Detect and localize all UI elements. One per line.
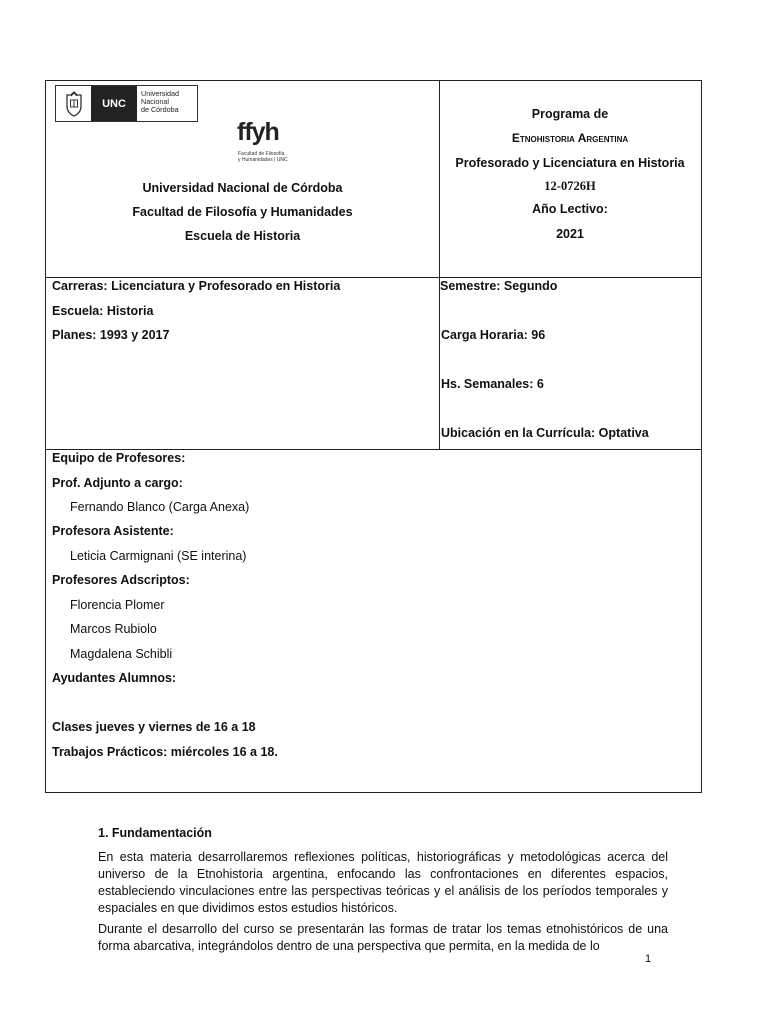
paragraph: Durante el desarrollo del curso se presentarán las formas de tratar los temas etnohistóricos de una forma abarcativa, integrándolos dentro de una perspectiva que permita, en la medida de lo xyxy=(98,922,668,953)
unc-logo xyxy=(55,85,198,122)
ffyh-logo-subtitle: Facultad de Filosofía y Humanidades | UNC xyxy=(238,151,288,163)
semestre: Semestre: Segundo xyxy=(440,279,558,293)
year-value: 2021 xyxy=(556,227,584,241)
unc-abbr: UNC xyxy=(91,86,137,121)
faculty-name: Facultad de Filosofía y Humanidades xyxy=(132,205,353,219)
adscriptos-label: Profesores Adscriptos: xyxy=(52,573,190,587)
degree-title: Profesorado y Licenciatura en Historia xyxy=(455,156,685,170)
asistente-label: Profesora Asistente: xyxy=(52,524,174,538)
team-title: Equipo de Profesores: xyxy=(52,451,186,465)
class-schedule: Clases jueves y viernes de 16 a 18 xyxy=(52,720,256,734)
adjunto-label: Prof. Adjunto a cargo: xyxy=(52,476,183,490)
carreras: Carreras: Licenciatura y Profesorado en Historia xyxy=(52,279,341,293)
ffyh-logo: ffyh xyxy=(237,118,279,146)
unc-name: Universidad Nacional de Córdoba xyxy=(141,89,179,114)
school-name: Escuela de Historia xyxy=(184,229,301,243)
university-name: Universidad Nacional de Córdoba xyxy=(142,181,343,195)
adscripto-item: Marcos Rubiolo xyxy=(70,622,157,636)
course-code: 12-0726H xyxy=(544,179,596,193)
carga-horaria: Carga Horaria: 96 xyxy=(441,328,546,342)
escuela: Escuela: Historia xyxy=(52,304,154,318)
paragraph: En esta materia desarrollaremos reflexiones políticas, historiográficas y metodológicas acerca del universo de la Etnohistoria argentina, enfocando las confrontaciones en diferentes espacios, estableciendo vinculaciones entre las perspectivas teóricas y el análisis de los períodos temporales y espaciales en que dividimos estos estudios históricos. xyxy=(98,850,668,915)
hs-semanales: Hs. Semanales: 6 xyxy=(441,377,544,391)
adscripto-item: Magdalena Schibli xyxy=(70,647,173,661)
subject-title: Etnohistoria Argentina xyxy=(511,131,629,145)
ubicacion-curricula: Ubicación en la Currícula: Optativa xyxy=(441,426,649,440)
planes: Planes: 1993 y 2017 xyxy=(52,328,170,342)
practicals-schedule: Trabajos Prácticos: miércoles 16 a 18. xyxy=(52,745,278,759)
program-label: Programa de xyxy=(531,107,609,121)
adscripto-item: Florencia Plomer xyxy=(70,598,165,612)
adjunto-name: Fernando Blanco (Carga Anexa) xyxy=(70,500,250,514)
course-info-table xyxy=(45,80,702,793)
ayudantes-label: Ayudantes Alumnos: xyxy=(52,671,177,685)
page-number: 1 xyxy=(645,953,652,965)
year-label: Año Lectivo: xyxy=(532,202,608,216)
coat-of-arms-icon xyxy=(56,86,91,121)
asistente-name: Leticia Carmignani (SE interina) xyxy=(70,549,247,563)
section-heading: 1. Fundamentación xyxy=(98,826,212,840)
